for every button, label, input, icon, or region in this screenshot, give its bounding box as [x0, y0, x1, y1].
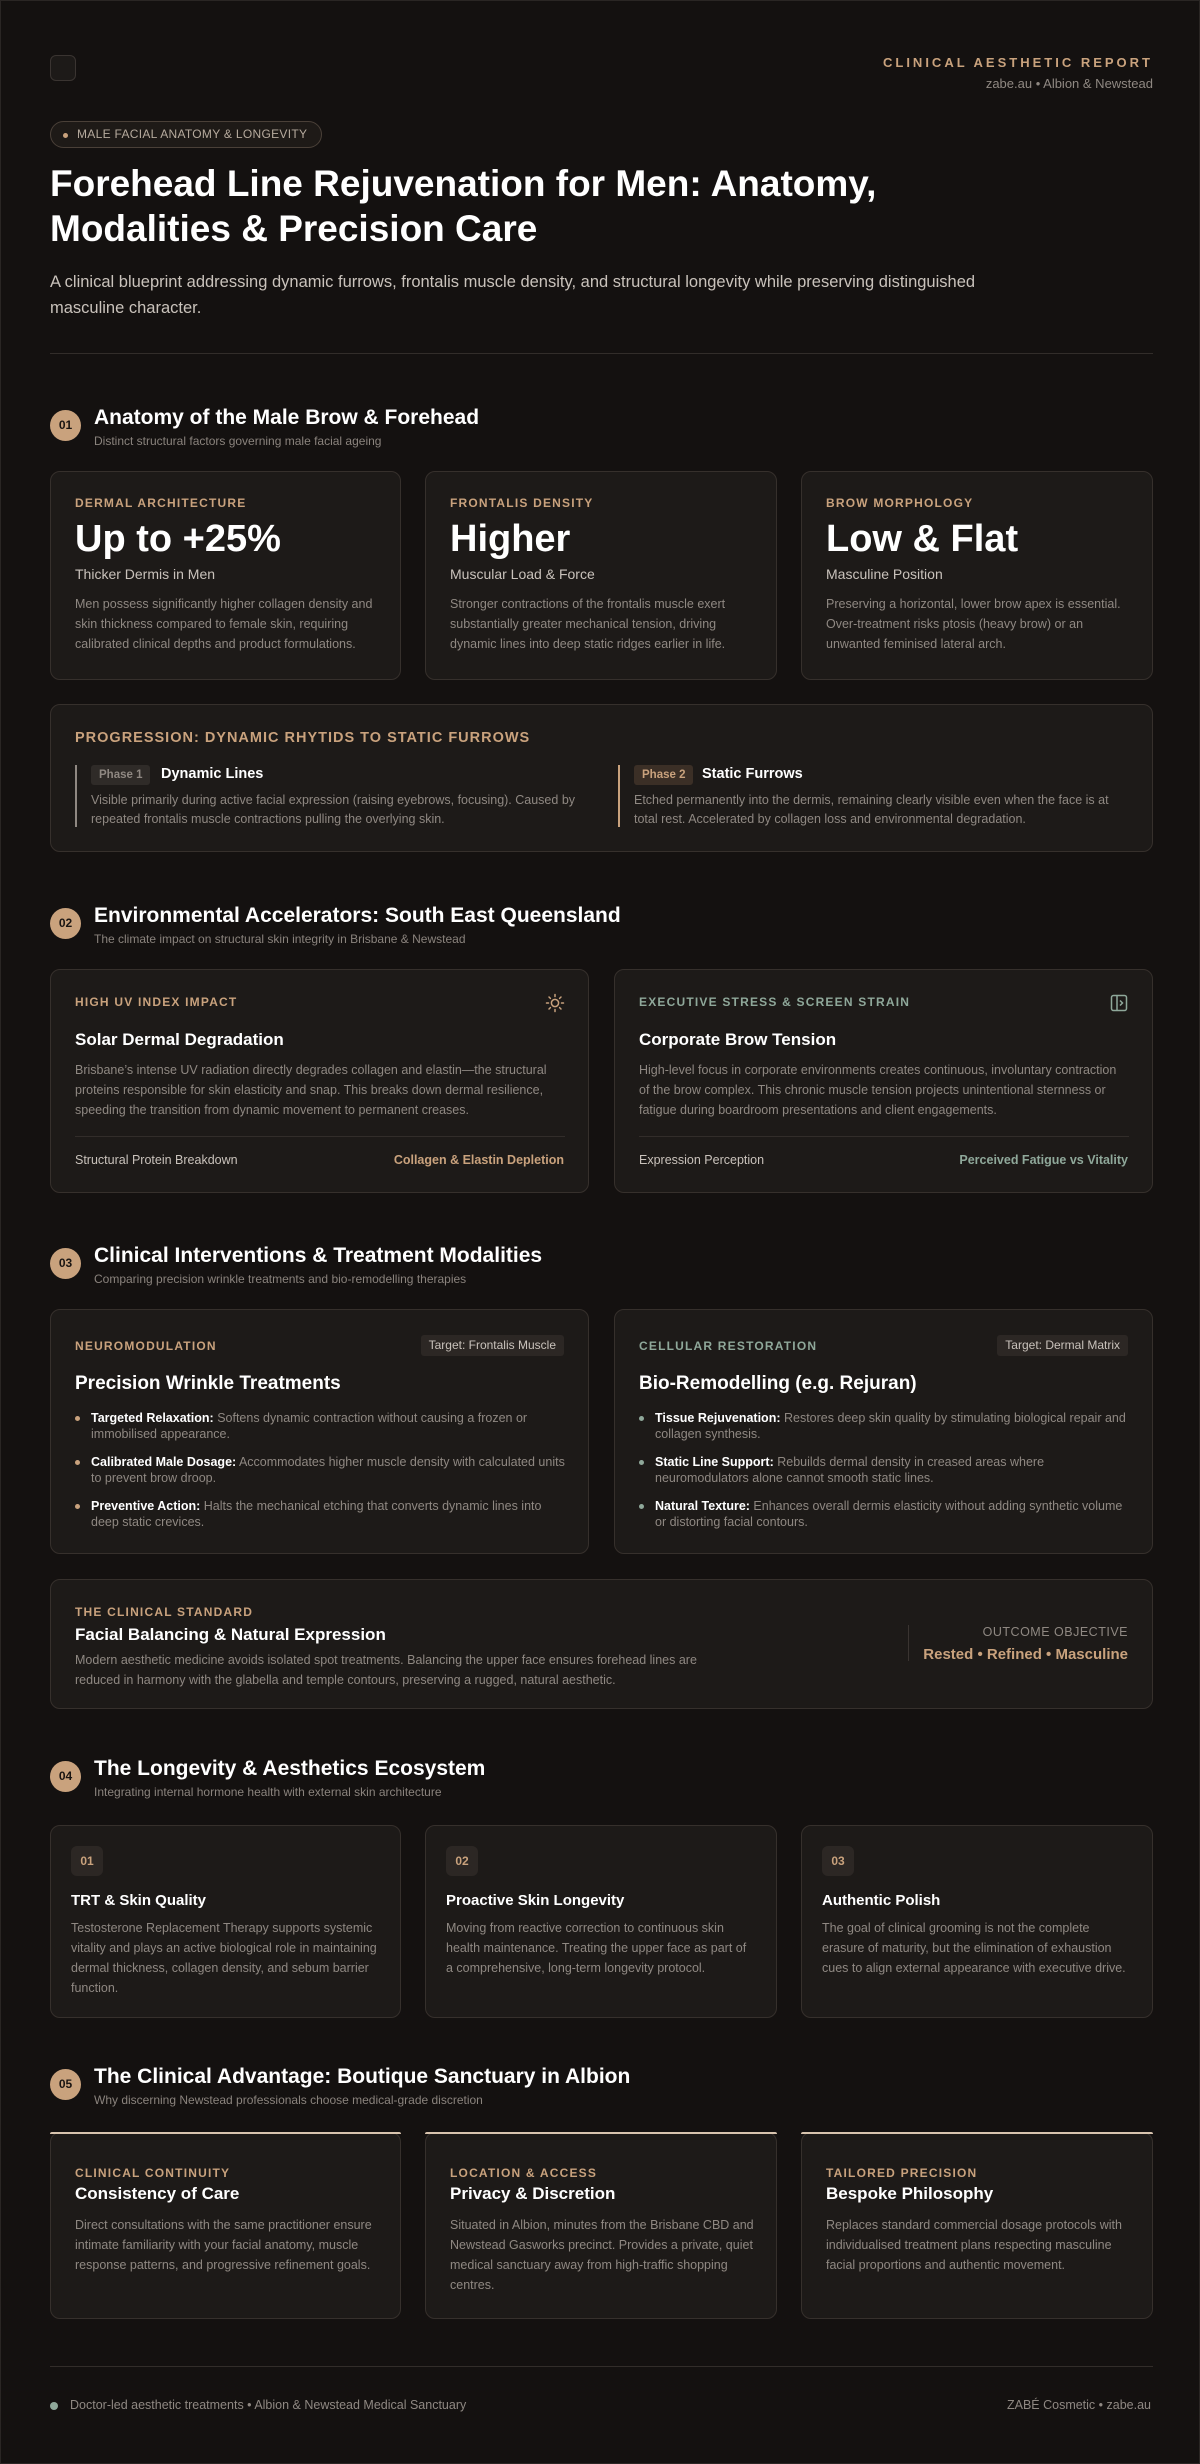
phase-bar: [618, 765, 620, 827]
card-stat: Higher: [450, 518, 571, 560]
card-body: The goal of clinical grooming is not the complete erasure of maturity, but the elimination of exhaustion cues to align external appearance with executive drive.: [822, 1921, 1126, 1975]
card-number: 02: [446, 1846, 478, 1876]
phase-name: Static Furrows: [702, 766, 803, 782]
card-stat-label: Thicker Dermis in Men: [75, 566, 216, 582]
panel-body: Modern aesthetic medicine avoids isolated spot treatments. Balancing the upper face ensures forehead lines are reduced in harmony with the glabella and temple contours, preserving a rugged, natural aesthetic.: [75, 1653, 697, 1687]
page-subtitle: A clinical blueprint addressing dynamic furrows, frontalis muscle density, and structural longevity while preserving distinguished masculine character.: [50, 273, 976, 317]
card-title: Privacy & Discretion: [450, 2184, 616, 2203]
list-item: Targeted Relaxation: Softens dynamic contraction without causing a frozen or immobilised appearance.: [75, 1410, 565, 1442]
status-dot-icon: [50, 2402, 58, 2410]
card-kicker: CELLULAR RESTORATION: [639, 1339, 818, 1353]
anatomy-card-brow: [801, 471, 1153, 680]
card-kicker: DERMAL ARCHITECTURE: [75, 496, 247, 510]
phase-2: [618, 765, 1138, 829]
card-accent-line: [801, 2132, 1153, 2134]
footer-left-text: Doctor-led aesthetic treatments • Albion & Newstead Medical Sanctuary: [70, 2398, 467, 2412]
card-footer-value: Collagen & Elastin Depletion: [393, 1153, 564, 1167]
benefit-list: [75, 1410, 565, 1542]
topic-badge: [50, 121, 322, 148]
outcome-value: Rested • Refined • Masculine: [923, 1646, 1128, 1663]
accelerator-card-uv: [50, 969, 589, 1193]
phase-bar: [75, 765, 77, 827]
section-number: 05: [50, 2069, 81, 2100]
card-stat-label: Masculine Position: [826, 566, 943, 582]
target-chip: Target: Dermal Matrix: [997, 1335, 1128, 1356]
badge-label: MALE FACIAL ANATOMY & LONGEVITY: [77, 127, 308, 141]
report-label: CLINICAL AESTHETIC REPORT: [882, 55, 1153, 70]
panel-divider: [908, 1625, 909, 1661]
card-body: Men possess significantly higher collagen density and skin thickness compared to female skin, requiring calibrated clinical depths and product formulations.: [75, 597, 373, 651]
card-title: Corporate Brow Tension: [639, 1030, 837, 1049]
section-title: The Longevity & Aesthetics Ecosystem: [94, 1757, 486, 1780]
section-04-header: [50, 1757, 1050, 1801]
card-stat: Up to +25%: [75, 518, 281, 560]
clinical-standard-panel: [50, 1579, 1153, 1709]
card-body: Testosterone Replacement Therapy supports systemic vitality and plays an active biological role in maintaining dermal thickness, collagen density, and sebum barrier function.: [71, 1921, 377, 1995]
card-title: Solar Dermal Degradation: [75, 1030, 284, 1049]
footer-right-text: [1007, 2398, 1151, 2412]
badge-dot-icon: [63, 133, 68, 138]
phase-tag: Phase 1: [91, 765, 150, 785]
card-divider: [639, 1136, 1129, 1137]
section-01-header: [50, 406, 1050, 450]
phase-description: Visible primarily during active facial expression (raising eyebrows, focusing). Caused by repeated frontalis muscle contractions pulling the overlying skin.: [91, 793, 576, 826]
card-accent-line: [425, 2132, 777, 2134]
page-title: Forehead Line Rejuvenation for Men: Anatomy, Modalities & Precision Care: [50, 163, 877, 249]
card-title: Consistency of Care: [75, 2184, 240, 2203]
list-item: Preventive Action: Halts the mechanical etching that converts dynamic lines into deep static crevices.: [75, 1498, 565, 1530]
card-kicker: CLINICAL CONTINUITY: [75, 2166, 231, 2180]
section-number: 04: [50, 1761, 81, 1792]
list-item: Natural Texture: Enhances overall dermis elasticity without adding synthetic volume or distorting facial contours.: [639, 1498, 1129, 1530]
card-body: High-level focus in corporate environments creates continuous, involuntary contraction of the brow complex. This chronic muscle tension projects unintentional sternness or fatigue during boardroom presentations and client engagements.: [639, 1063, 1117, 1117]
section-number: 02: [50, 908, 81, 939]
card-body: Moving from reactive correction to continuous skin health maintenance. Treating the upper face as part of a comprehensive, long-term longevity protocol.: [446, 1921, 747, 1975]
card-stat-label: Muscular Load & Force: [450, 566, 595, 582]
sun-icon: [545, 993, 565, 1013]
anatomy-card-dermal: [50, 471, 401, 680]
section-title: Environmental Accelerators: South East Queensland: [94, 904, 621, 927]
card-stat: Low & Flat: [826, 518, 1019, 560]
card-title: Precision Wrinkle Treatments: [75, 1373, 341, 1394]
panel-kicker: THE CLINICAL STANDARD: [75, 1605, 254, 1619]
card-title: TRT & Skin Quality: [71, 1892, 207, 1909]
card-divider: [75, 1136, 565, 1137]
card-kicker: FRONTALIS DENSITY: [450, 496, 594, 510]
section-subtitle: Why discerning Newstead professionals choose medical-grade discretion: [94, 2093, 483, 2107]
section-03-header: [50, 1244, 1050, 1288]
section-02-header: [50, 904, 1050, 948]
section-05-header: [50, 2065, 1050, 2109]
phase-tag: Phase 2: [634, 765, 693, 785]
card-kicker: LOCATION & ACCESS: [450, 2166, 598, 2180]
card-title: Bespoke Philosophy: [826, 2184, 994, 2203]
card-body: Stronger contractions of the frontalis muscle exert substantially greater mechanical tension, driving dynamic lines into deep static ridges earlier in life.: [450, 597, 726, 651]
card-body: Situated in Albion, minutes from the Brisbane CBD and Newstead Gasworks precinct. Provides a private, quiet medical sanctuary away from high-traffic shopping centres.: [450, 2218, 754, 2292]
modality-card-neuromodulation: [50, 1309, 589, 1554]
card-kicker: HIGH UV INDEX IMPACT: [75, 995, 238, 1009]
card-title: Bio-Remodelling (e.g. Rejuran): [639, 1373, 917, 1394]
phase-name: Dynamic Lines: [161, 766, 264, 782]
card-title: Proactive Skin Longevity: [446, 1892, 625, 1909]
ecosystem-card-longevity: [425, 1825, 777, 2018]
card-footer-value: Perceived Fatigue vs Vitality: [959, 1153, 1128, 1167]
card-kicker: BROW MORPHOLOGY: [826, 496, 974, 510]
list-item: Calibrated Male Dosage: Accommodates higher muscle density with calculated units to prevent brow droop.: [75, 1454, 565, 1486]
section-number: 03: [50, 1248, 81, 1279]
card-body: Brisbane’s intense UV radiation directly degrades collagen and elastin—the structural proteins responsible for skin elasticity and snap. This breaks down dermal resilience, speeding the transition from dynamic movement to permanent creases.: [75, 1063, 547, 1117]
accelerator-card-stress: [614, 969, 1153, 1193]
target-chip: Target: Frontalis Muscle: [421, 1335, 564, 1356]
top-bar: [50, 55, 1153, 95]
section-subtitle: Integrating internal hormone health with external skin architecture: [94, 1785, 442, 1799]
list-item: Static Line Support: Rebuilds dermal density in creased areas where neuromodulators alone cannot smooth static lines.: [639, 1454, 1129, 1486]
phase-1: [75, 765, 595, 829]
card-number: 01: [71, 1846, 103, 1876]
advantage-card-bespoke: [801, 2132, 1153, 2319]
section-subtitle: The climate impact on structural skin integrity in Brisbane & Newstead: [94, 932, 466, 946]
card-footer-label: Structural Protein Breakdown: [75, 1153, 238, 1167]
anatomy-card-frontalis: [425, 471, 777, 680]
report-subtitle: zabe.au • Albion & Newstead: [985, 76, 1153, 91]
card-title: Authentic Polish: [822, 1892, 941, 1909]
section-title: Clinical Interventions & Treatment Modalities: [94, 1244, 543, 1267]
section-subtitle: Distinct structural factors governing male facial ageing: [94, 434, 382, 448]
ecosystem-card-trt: [50, 1825, 401, 2018]
card-kicker: NEUROMODULATION: [75, 1339, 217, 1353]
card-footer-label: Expression Perception: [639, 1153, 765, 1167]
card-number: 03: [822, 1846, 854, 1876]
footer-brand: ZABÉ Cosmetic • zabe.au: [1006, 2398, 1151, 2412]
section-title: The Clinical Advantage: Boutique Sanctuary in Albion: [94, 2065, 631, 2088]
advantage-card-privacy: [425, 2132, 777, 2319]
panel-title: Facial Balancing & Natural Expression: [75, 1625, 386, 1644]
card-body: Replaces standard commercial dosage protocols with individualised treatment plans respecting masculine facial proportions and authentic movement.: [826, 2218, 1122, 2272]
section-title: Anatomy of the Male Brow & Forehead: [94, 406, 480, 429]
advantage-card-continuity: [50, 2132, 401, 2319]
benefit-list: [639, 1410, 1129, 1542]
outcome-label: OUTCOME OBJECTIVE: [982, 1625, 1128, 1639]
modality-card-restoration: [614, 1309, 1153, 1554]
list-item: Tissue Rejuvenation: Restores deep skin quality by stimulating biological repair and collagen synthesis.: [639, 1410, 1129, 1442]
phase-description: Etched permanently into the dermis, remaining clearly visible even when the face is at total rest. Accelerated by collagen loss and environmental degradation.: [634, 793, 1109, 826]
panel-icon: [1109, 993, 1129, 1013]
progression-panel: [50, 704, 1153, 852]
footer-divider: [50, 2366, 1153, 2367]
ecosystem-card-polish: [801, 1825, 1153, 2018]
logo-mark: [50, 55, 76, 81]
section-number: 01: [50, 410, 81, 441]
card-kicker: EXECUTIVE STRESS & SCREEN STRAIN: [639, 995, 911, 1009]
section-subtitle: Comparing precision wrinkle treatments and bio-remodelling therapies: [94, 1272, 467, 1286]
card-kicker: TAILORED PRECISION: [826, 2166, 978, 2180]
hero-divider: [50, 353, 1153, 354]
card-body: Direct consultations with the same practitioner ensure intimate familiarity with your facial anatomy, muscle response patterns, and progressive refinement goals.: [75, 2218, 372, 2272]
card-body: Preserving a horizontal, lower brow apex is essential. Over-treatment risks ptosis (heavy brow) or an unwanted feminised lateral arch.: [826, 597, 1121, 651]
card-accent-line: [50, 2132, 401, 2134]
progression-title: PROGRESSION: DYNAMIC RHYTIDS TO STATIC FURROWS: [75, 730, 531, 746]
